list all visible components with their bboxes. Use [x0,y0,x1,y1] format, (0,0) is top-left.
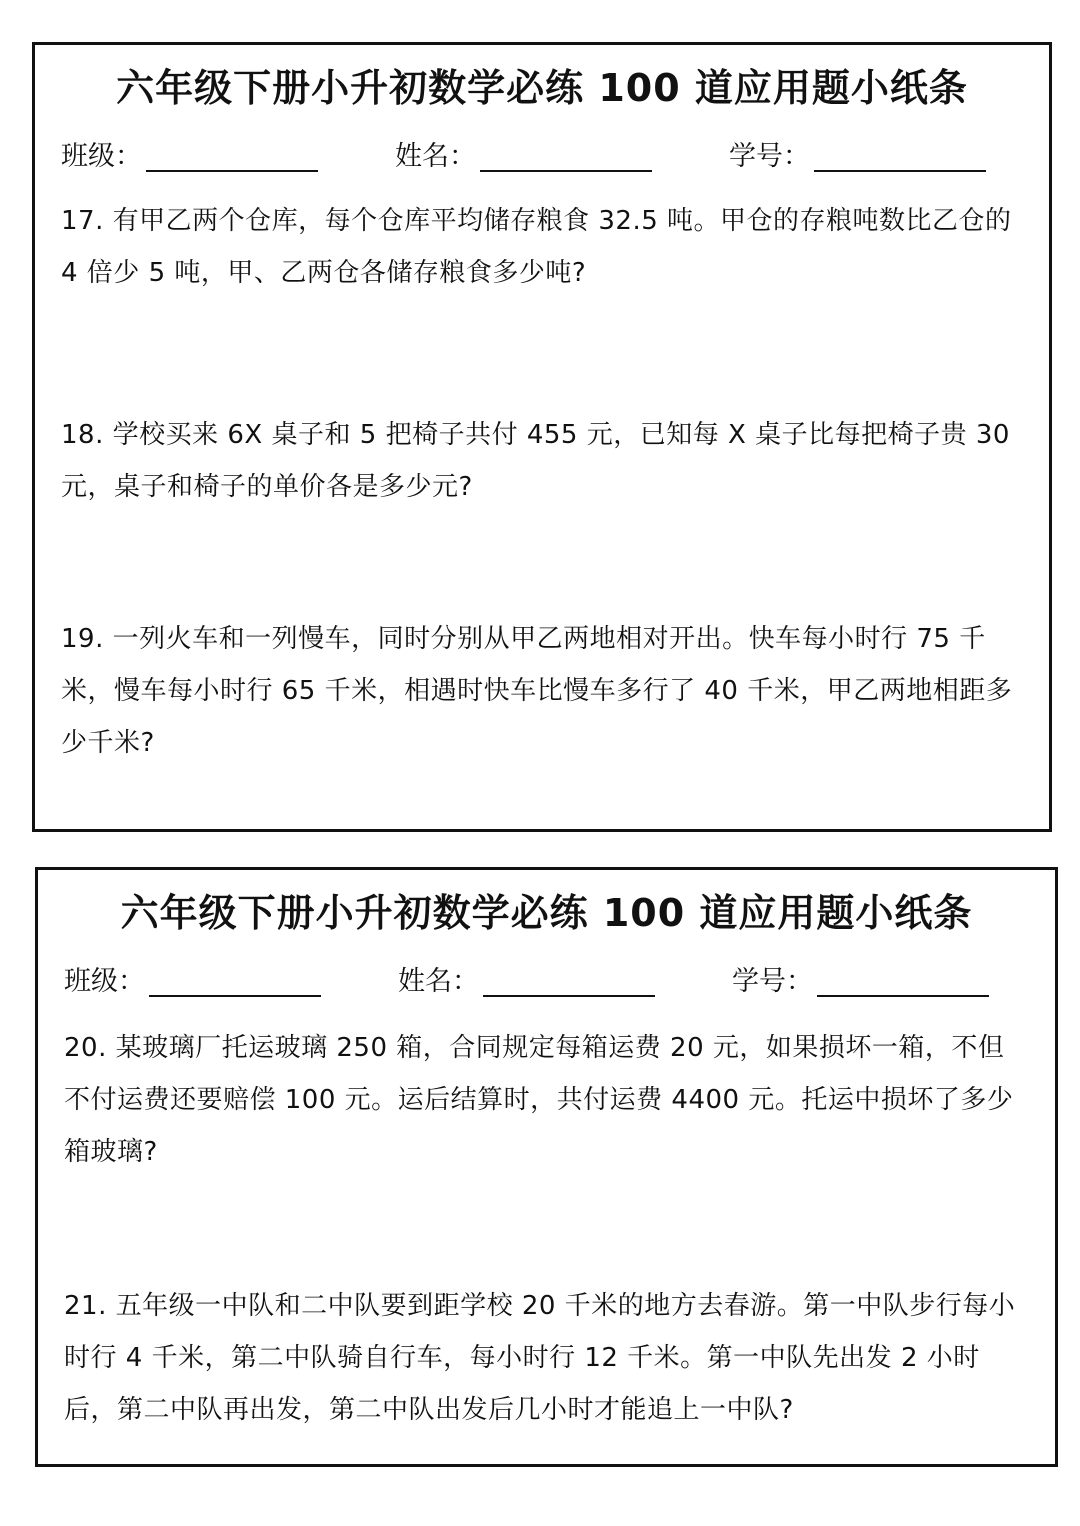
student-number-label: 学号： [729,141,810,172]
class-blank-line [149,967,321,997]
worksheet-card [32,42,1052,832]
class-label: 班级： [61,141,142,172]
question-text: 21. 五年级一中队和二中队要到距学校 20 千米的地方去春游。第一中队步行每小时行 4 千米，第二中队骑自行车，每小时行 12 千米。第一中队先出发 2 小时后，第二中队再出发，第二中队出发后几小时才能追上一中队? [64,1291,1016,1425]
class-blank-line [146,142,318,172]
worksheet-card [35,867,1058,1467]
worksheet-title: 六年级下册小升初数学必练 100 道应用题小纸条 [116,66,968,110]
student-info-row [64,962,1024,1002]
student-number-field [729,137,986,177]
student-number-blank-line [817,967,989,997]
student-number-field [732,962,989,1002]
question-text: 19. 一列火车和一列慢车，同时分别从甲乙两地相对开出。快车每小时行 75 千米，慢车每小时行 65 千米，相遇时快车比慢车多行了 40 千米，甲乙两地相距多少千米? [61,624,1013,758]
student-number-label: 学号： [732,966,813,997]
name-field [398,962,655,1002]
class-field [64,962,321,1002]
name-label: 姓名： [398,966,479,997]
name-field [395,137,652,177]
class-field [61,137,318,177]
name-blank-line [480,142,652,172]
worksheet-title: 六年级下册小升初数学必练 100 道应用题小纸条 [120,891,973,935]
question-text: 20. 某玻璃厂托运玻璃 250 箱，合同规定每箱运费 20 元，如果损坏一箱，不但不付运费还要赔偿 100 元。运后结算时，共付运费 4400 元。托运中损坏了多少箱玻璃? [64,1033,1014,1167]
student-number-blank-line [814,142,986,172]
class-label: 班级： [64,966,145,997]
name-blank-line [483,967,655,997]
name-label: 姓名： [395,141,476,172]
student-info-row [61,137,1021,177]
question-text: 17. 有甲乙两个仓库，每个仓库平均储存粮食 32.5 吨。甲仓的存粮吨数比乙仓的 4 倍少 5 吨，甲、乙两仓各储存粮食多少吨? [61,206,1012,288]
question-text: 18. 学校买来 6X 桌子和 5 把椅子共付 455 元，已知每 X 桌子比每把椅子贵 30 元，桌子和椅子的单价各是多少元? [61,420,1010,502]
